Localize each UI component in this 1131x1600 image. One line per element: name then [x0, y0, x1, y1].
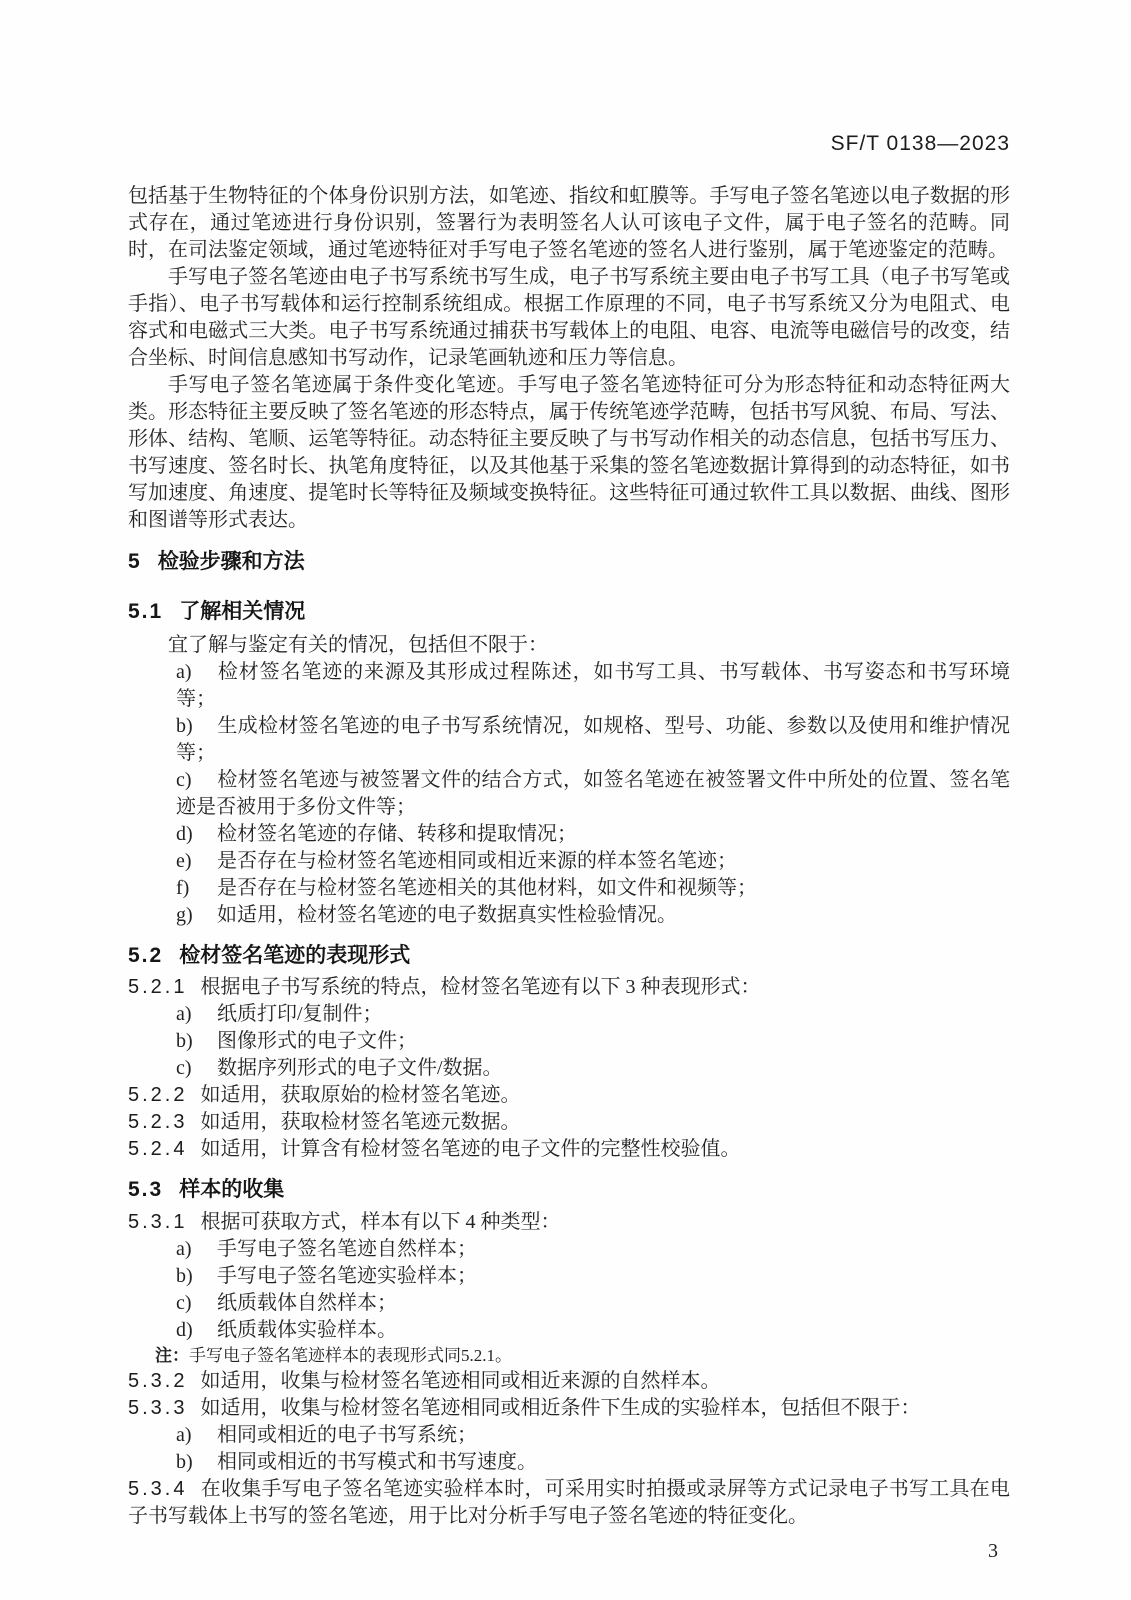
- clause-5-3-3-number: 5.3.3: [128, 1397, 188, 1419]
- list-item-label: b): [176, 1451, 193, 1473]
- list-item: [176, 1317, 1010, 1344]
- list-item-label: f): [176, 877, 190, 899]
- intro-paragraph-2: 手写电子签名笔迹由电子书写系统书写生成，电子书写系统主要由电子书写工具（电子书写笔或手指）、电子书写载体和运行控制系统组成。根据工作原理的不同，电子书写系统又分为电阻式、电容式和电磁式三大类。电子书写系统通过捕获书写载体上的电阻、电容、电流等电磁信号的改变，结合坐标、时间信息感知书写动作，记录笔画轨迹和压力等信息。: [128, 266, 1010, 369]
- list-item-text: 纸质载体自然样本；: [217, 1292, 397, 1314]
- clause-5-3-3: [128, 1395, 1010, 1422]
- section-5-1-intro: 宜了解与鉴定有关的情况，包括但不限于：: [168, 634, 548, 656]
- clause-5-3-4-text: 在收集手写电子签名笔迹实验样本时，可采用实时拍摄或录屏等方式记录电子书写工具在电子书写载体上书写的签名笔迹，用于比对分析手写电子签名笔迹的特征变化。: [128, 1478, 1010, 1527]
- section-5-1-heading: [128, 598, 1010, 625]
- clause-5-3-4-number: 5.3.4: [128, 1478, 188, 1500]
- list-item-label: a): [176, 661, 192, 683]
- list-item-text: 是否存在与检材签名笔迹相关的其他材料，如文件和视频等；: [217, 877, 757, 899]
- section-5-heading: [128, 548, 1010, 575]
- clause-5-3-1-text: 根据可获取方式，样本有以下 4 种类型：: [200, 1211, 561, 1233]
- list-item-label: d): [176, 823, 193, 845]
- list-item-label: e): [176, 850, 192, 872]
- section-5-2-heading: [128, 942, 1010, 969]
- clause-5-2-4-number: 5.2.4: [128, 1138, 188, 1160]
- clause-5-3-1: [128, 1209, 1010, 1236]
- section-5-1-number: 5.1: [128, 600, 164, 623]
- note-text: 手写电子签名笔迹样本的表现形式同5.2.1。: [189, 1346, 512, 1365]
- clause-5-3-4: [128, 1476, 1010, 1530]
- list-item-label: c): [176, 1057, 192, 1079]
- list-item-label: d): [176, 1319, 193, 1341]
- list-item-text: 是否存在与检材签名笔迹相同或相近来源的样本签名笔迹；: [217, 850, 737, 872]
- note-line: [155, 1344, 1010, 1368]
- list-item-text: 相同或相近的电子书写系统；: [217, 1424, 477, 1446]
- doc-code-header: SF/T 0138—2023: [830, 132, 1010, 155]
- list-item-text: 数据序列形式的电子文件/数据。: [217, 1057, 503, 1079]
- section-5-3-heading: [128, 1176, 1010, 1203]
- list-item-text: 手写电子签名笔迹实验样本；: [217, 1265, 477, 1287]
- clause-5-2-2: [128, 1082, 1010, 1109]
- clause-5-3-2: [128, 1368, 1010, 1395]
- list-item-label: a): [176, 1424, 192, 1446]
- list-item-label: c): [176, 1292, 192, 1314]
- clause-5-2-3-number: 5.2.3: [128, 1111, 188, 1133]
- clause-5-2-1-text: 根据电子书写系统的特点，检材签名笔迹有以下 3 种表现形式：: [200, 976, 761, 998]
- list-item-text: 图像形式的电子文件；: [217, 1030, 417, 1052]
- clause-5-2-1: [128, 974, 1010, 1001]
- clause-5-2-4-text: 如适用，计算含有检材签名笔迹的电子文件的完整性校验值。: [200, 1138, 741, 1160]
- list-item: [176, 1449, 1010, 1476]
- list-item-text: 相同或相近的书写模式和书写速度。: [217, 1451, 537, 1473]
- list-item: [176, 1028, 1010, 1055]
- list-item: [176, 713, 1010, 767]
- list-item: [176, 1263, 1010, 1290]
- list-item-text: 检材签名笔迹与被签署文件的结合方式，如签名笔迹在被签署文件中所处的位置、签名笔迹是否被用于多份文件等；: [176, 769, 1010, 818]
- list-item: [176, 1236, 1010, 1263]
- clause-5-2-3: [128, 1109, 1010, 1136]
- section-5-title: 检验步骤和方法: [157, 550, 305, 573]
- clause-5-2-4: [128, 1136, 1010, 1163]
- section-5-2-number: 5.2: [128, 944, 164, 967]
- list-item-text: 纸质打印/复制件；: [217, 1003, 383, 1025]
- clause-5-2-3-text: 如适用，获取检材签名笔迹元数据。: [200, 1111, 521, 1133]
- section-5-3-title: 样本的收集: [179, 1178, 285, 1201]
- list-item: [176, 1290, 1010, 1317]
- list-item-text: 手写电子签名笔迹自然样本；: [217, 1238, 477, 1260]
- list-item-label: c): [176, 769, 192, 791]
- section-5-3-number: 5.3: [128, 1178, 164, 1201]
- list-item-label: g): [176, 904, 193, 926]
- intro-paragraph-1: 包括基于生物特征的个体身份识别方法，如笔迹、指纹和虹膜等。手写电子签名笔迹以电子数据的形式存在，通过笔迹进行身份识别，签署行为表明签名人认可该电子文件，属于电子签名的范畴。同时，在司法鉴定领域，通过笔迹特征对手写电子签名笔迹的签名人进行鉴别，属于笔迹鉴定的范畴。: [128, 185, 1010, 261]
- section-5-1-title: 了解相关情况: [179, 600, 306, 623]
- list-item-text: 如适用，检材签名笔迹的电子数据真实性检验情况。: [217, 904, 677, 926]
- clause-5-3-2-number: 5.3.2: [128, 1370, 188, 1392]
- clause-5-2-2-text: 如适用，获取原始的检材签名笔迹。: [200, 1084, 521, 1106]
- clause-5-3-1-number: 5.3.1: [128, 1211, 188, 1233]
- list-item: [176, 1422, 1010, 1449]
- list-item: [176, 848, 1010, 875]
- list-item-label: b): [176, 1265, 193, 1287]
- clause-5-3-2-text: 如适用，收集与检材签名笔迹相同或相近来源的自然样本。: [200, 1370, 721, 1392]
- list-item-text: 检材签名笔迹的存储、转移和提取情况；: [217, 823, 577, 845]
- list-item-label: a): [176, 1238, 192, 1260]
- list-item-label: a): [176, 1003, 192, 1025]
- list-item-text: 检材签名笔迹的来源及其形成过程陈述，如书写工具、书写载体、书写姿态和书写环境等；: [176, 661, 1010, 710]
- section-5-number: 5: [128, 550, 142, 573]
- list-item-label: b): [176, 1030, 193, 1052]
- intro-paragraph-3: 手写电子签名笔迹属于条件变化笔迹。手写电子签名笔迹特征可分为形态特征和动态特征两大类。形态特征主要反映了签名笔迹的形态特点，属于传统笔迹学范畴，包括书写风貌、布局、写法、形体、结构、笔顺、运笔等特征。动态特征主要反映了与书写动作相关的动态信息，包括书写压力、书写速度、签名时长、执笔角度特征，以及其他基于采集的签名笔迹数据计算得到的动态特征，如书写加速度、角速度、提笔时长等特征及频域变换特征。这些特征可通过软件工具以数据、曲线、图形和图谱等形式表达。: [128, 374, 1010, 531]
- clause-5-2-1-number: 5.2.1: [128, 976, 188, 998]
- section-5-2-title: 检材签名笔迹的表现形式: [179, 944, 411, 967]
- list-item: [176, 1055, 1010, 1082]
- list-item: [176, 767, 1010, 821]
- clause-5-2-2-number: 5.2.2: [128, 1084, 188, 1106]
- list-item-label: b): [176, 715, 193, 737]
- list-item: [176, 875, 1010, 902]
- list-item-text: 生成检材签名笔迹的电子书写系统情况，如规格、型号、功能、参数以及使用和维护情况等；: [176, 715, 1010, 764]
- page-number: 3: [988, 1540, 998, 1562]
- clause-5-3-3-text: 如适用，收集与检材签名笔迹相同或相近条件下生成的实验样本，包括但不限于：: [200, 1397, 921, 1419]
- list-item: [176, 902, 1010, 929]
- list-item-text: 纸质载体实验样本。: [217, 1319, 397, 1341]
- list-item: [176, 821, 1010, 848]
- list-item: [176, 659, 1010, 713]
- note-label: 注：: [155, 1346, 189, 1365]
- list-item: [176, 1001, 1010, 1028]
